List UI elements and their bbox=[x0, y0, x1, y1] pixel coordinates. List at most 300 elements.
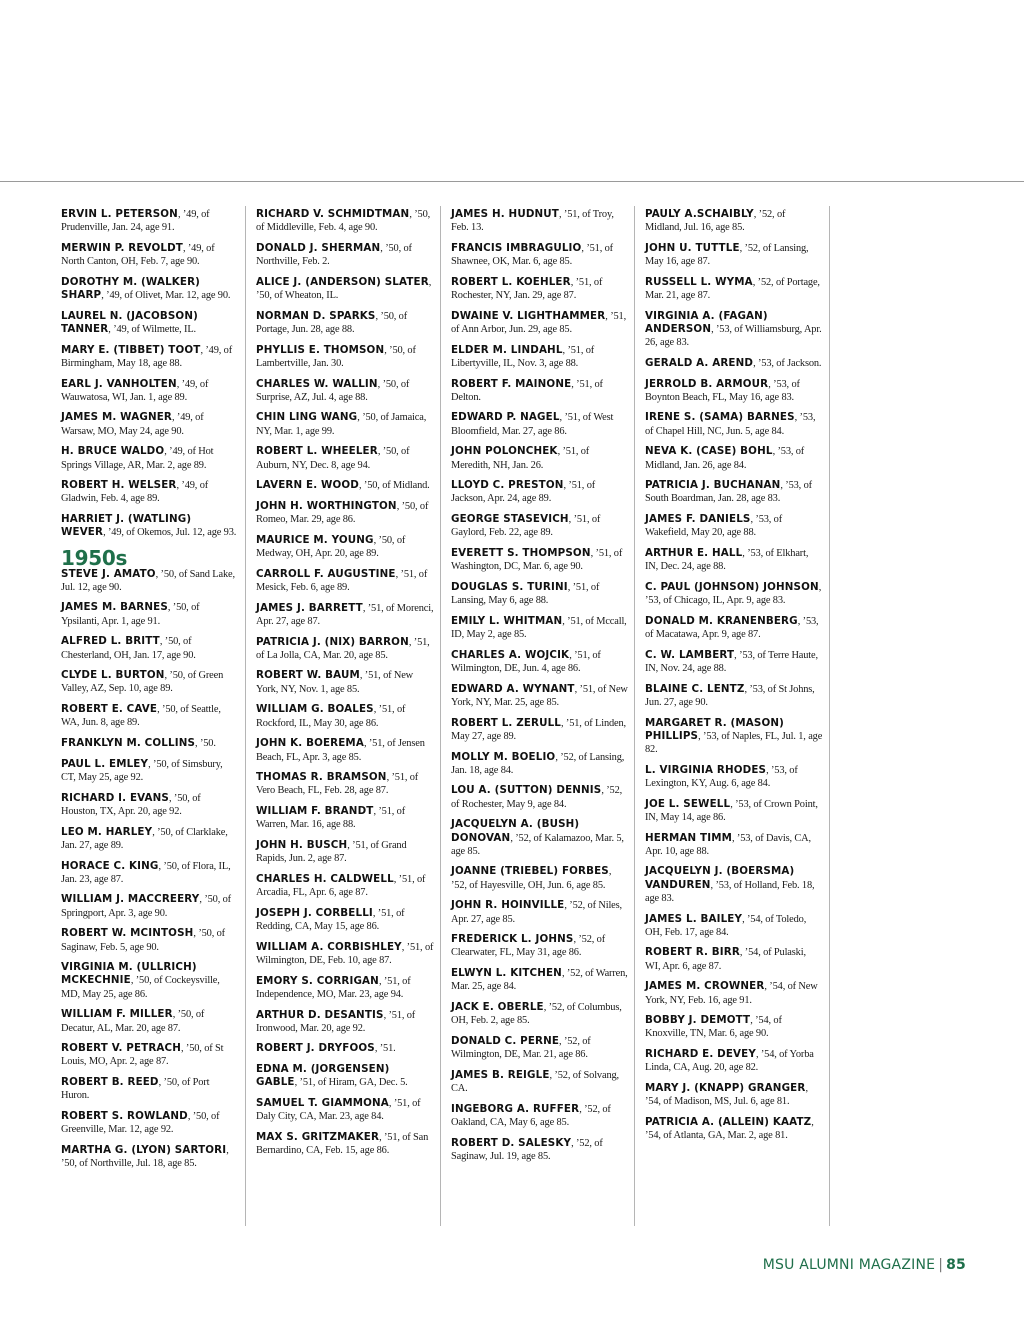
obituary-entry bbox=[256, 534, 434, 560]
obituary-details: , ’51, of New York, NY, Mar. 25, age 85. bbox=[451, 683, 628, 708]
alumnus-name: JOHN K. BOEREMA bbox=[256, 737, 364, 750]
obituary-column-4 bbox=[645, 208, 823, 1150]
alumnus-name: EDWARD A. WYNANT bbox=[451, 682, 575, 695]
alumnus-name: EMORY S. CORRIGAN bbox=[256, 974, 379, 987]
obituary-details: , ’51, of Independence, MO, Mar. 23, age 94. bbox=[256, 975, 411, 1000]
obituary-details: , ’54, of New York, NY, Feb. 16, age 91. bbox=[645, 981, 818, 1006]
obituary-entry bbox=[256, 411, 434, 437]
obituary-entry bbox=[256, 975, 434, 1001]
alumnus-name: ROBERT E. CAVE bbox=[61, 703, 158, 716]
obituary-details: , ’52, of Solvang, CA. bbox=[451, 1069, 619, 1095]
obituary-details: , ’52, of Oakland, CA, May 6, age 85. bbox=[451, 1103, 611, 1128]
obituary-column-2 bbox=[256, 208, 434, 1165]
obituary-details: , ’53, of Naples, FL, Jul. 1, age 82. bbox=[645, 730, 823, 755]
obituary-details: , ’49, of Okemos, Jul. 12, age 93. bbox=[103, 527, 237, 539]
obituary-entry bbox=[645, 717, 823, 757]
alumnus-name: JOANNE (TRIEBEL) FORBES bbox=[451, 865, 609, 878]
alumnus-name: PATRICIA J. (NIX) BARRON bbox=[256, 635, 409, 648]
obituary-details: , ’54, of Atlanta, GA, Mar. 2, age 81. bbox=[645, 1116, 814, 1142]
obituary-entry bbox=[451, 865, 629, 891]
alumnus-name: ROBERT V. PETRACH bbox=[61, 1042, 182, 1055]
alumnus-name: ARTHUR E. HALL bbox=[645, 547, 743, 560]
alumnus-name: ROBERT L. ZERULL bbox=[451, 716, 562, 729]
obituary-entry bbox=[61, 1144, 239, 1170]
alumnus-name: STEVE J. AMATO bbox=[61, 567, 156, 580]
obituary-details: , ’50, of Flora, IL, Jan. 23, age 87. bbox=[61, 860, 231, 885]
obituary-entry bbox=[256, 1042, 434, 1055]
alumnus-name: ERVIN L. PETERSON bbox=[61, 208, 178, 220]
obituary-details: , ’53, of Terre Haute, IN, Nov. 24, age 88. bbox=[645, 649, 818, 674]
obituary-details: , ’51, of Troy, Feb. 13. bbox=[451, 209, 614, 234]
obituary-details: , ’50, of Lambertville, Jan. 30. bbox=[256, 344, 416, 369]
obituary-entry bbox=[451, 683, 629, 709]
obituary-details: , ’51, of Rockford, IL, May 30, age 86. bbox=[256, 704, 406, 729]
alumnus-name: MARGARET R. (MASON) PHILLIPS bbox=[645, 716, 785, 742]
column-divider bbox=[245, 206, 246, 1226]
obituary-entry bbox=[256, 344, 434, 370]
obituary-details: , ’51, of Lansing, May 6, age 88. bbox=[451, 581, 600, 607]
alumnus-name: HORACE C. KING bbox=[61, 859, 159, 872]
obituary-entry bbox=[645, 865, 823, 905]
alumnus-name: BOBBY J. DEMOTT bbox=[645, 1014, 751, 1027]
obituary-entry bbox=[645, 310, 823, 350]
decade-heading: 1950s bbox=[61, 545, 128, 570]
obituary-entry bbox=[61, 445, 239, 471]
obituary-details: , ’49, of Hot Springs Village, AR, Mar. 2, age 89. bbox=[61, 446, 214, 471]
obituary-entry bbox=[61, 479, 239, 505]
obituary-entry bbox=[256, 445, 434, 471]
obituary-details: , ’51, of Daly City, CA, Mar. 23, age 84. bbox=[256, 1098, 421, 1123]
alumnus-name: LEO M. HARLEY bbox=[61, 825, 153, 838]
obituary-details: , ’50, of Auburn, NY, Dec. 8, age 94. bbox=[256, 446, 410, 471]
alumnus-name: ELDER M. LINDAHL bbox=[451, 343, 563, 356]
alumnus-name: GEORGE STASEVICH bbox=[451, 513, 569, 526]
obituary-entry bbox=[645, 615, 823, 641]
alumnus-name: MAURICE M. YOUNG bbox=[256, 533, 374, 546]
obituary-details: , ’51, of Jensen Beach, FL, Apr. 3, age 85. bbox=[256, 738, 425, 763]
alumnus-name: FREDERICK L. JOHNS bbox=[451, 933, 574, 946]
obituary-details: , ’51, of Gaylord, Feb. 22, age 89. bbox=[451, 514, 601, 539]
obituary-details: , ’53, of Macatawa, Apr. 9, age 87. bbox=[645, 615, 819, 641]
obituary-entry bbox=[645, 946, 823, 972]
alumnus-name: JOSEPH J. CORBELLI bbox=[256, 906, 373, 919]
obituary-details: , ’50, of Middleville, Feb. 4, age 90. bbox=[256, 209, 431, 234]
page-number: 85 bbox=[946, 1257, 966, 1273]
obituary-details: , ’53, of Midland, Jan. 26, age 84. bbox=[645, 446, 805, 471]
magazine-title: MSU ALUMNI MAGAZINE bbox=[762, 1257, 936, 1273]
obituary-entry bbox=[256, 805, 434, 831]
alumnus-name: HARRIET J. (WATLING) WEVER bbox=[61, 513, 192, 539]
alumnus-name: PATRICIA A. (ALLEIN) KAATZ bbox=[645, 1115, 812, 1128]
alumnus-name: WILLIAM G. BOALES bbox=[256, 703, 374, 716]
alumnus-name: PATRICIA J. BUCHANAN bbox=[645, 479, 781, 492]
obituary-entry bbox=[61, 669, 239, 695]
obituary-entry bbox=[451, 1069, 629, 1095]
obituary-entry bbox=[645, 1048, 823, 1074]
obituary-entry bbox=[645, 913, 823, 939]
obituary-details: , ’50, of Cockeysville, MD, May 25, age 86. bbox=[61, 975, 220, 1000]
obituary-entry bbox=[451, 242, 629, 268]
obituary-details: , ’49, of Gladwin, Feb. 4, age 89. bbox=[61, 480, 209, 505]
top-rule bbox=[0, 181, 1024, 182]
alumnus-name: MOLLY M. BOELIO bbox=[451, 750, 556, 763]
alumnus-name: JACQUELYN A. (BUSH) DONOVAN bbox=[451, 818, 580, 844]
alumnus-name: FRANCIS IMBRAGULIO bbox=[451, 241, 582, 254]
obituary-entry bbox=[451, 784, 629, 810]
obituary-details: , ’51, of Ironwood, Mar. 20, age 92. bbox=[256, 1009, 416, 1034]
obituary-details: , ’51, of Vero Beach, FL, Feb. 28, age 87. bbox=[256, 772, 419, 797]
obituary-details: , ’53, of Williamsburg, Apr. 26, age 83. bbox=[645, 323, 822, 349]
alumnus-name: EDNA M. (JORGENSEN) GABLE bbox=[256, 1063, 390, 1089]
alumnus-name: CHARLES W. WALLIN bbox=[256, 377, 378, 390]
alumnus-name: LLOYD C. PRESTON bbox=[451, 479, 564, 492]
obituary-entry bbox=[451, 208, 629, 234]
alumnus-name: FRANKLYN M. COLLINS bbox=[61, 737, 196, 750]
alumnus-name: PHYLLIS E. THOMSON bbox=[256, 343, 385, 356]
obituary-details: , ’53, of Chapel Hill, NC, Jun. 5, age 84. bbox=[645, 412, 816, 437]
alumnus-name: JACK E. OBERLE bbox=[451, 1001, 544, 1014]
obituary-entry bbox=[451, 1103, 629, 1129]
obituary-details: , ’51, of Redding, CA, May 15, age 86. bbox=[256, 907, 405, 933]
obituary-entry bbox=[256, 1131, 434, 1157]
alumnus-name: JERROLD B. ARMOUR bbox=[645, 377, 769, 390]
obituary-details: , ’50, of Saginaw, Feb. 5, age 90. bbox=[61, 928, 225, 953]
obituary-entry bbox=[451, 547, 629, 573]
obituary-entry bbox=[451, 479, 629, 505]
obituary-entry bbox=[61, 635, 239, 661]
alumnus-name: GERALD A. AREND bbox=[645, 356, 754, 369]
obituary-entry bbox=[61, 961, 239, 1001]
alumnus-name: RUSSELL L. WYMA bbox=[645, 275, 753, 288]
obituary-details: , ’52, of Niles, Apr. 27, age 85. bbox=[451, 900, 622, 925]
obituary-entry bbox=[451, 513, 629, 539]
obituary-entry bbox=[256, 839, 434, 865]
obituary-entry bbox=[256, 310, 434, 336]
alumnus-name: CHIN LING WANG bbox=[256, 411, 358, 424]
alumnus-name: DWAINE V. LIGHTHAMMER bbox=[451, 309, 606, 322]
obituary-entry bbox=[256, 907, 434, 933]
obituary-details: , ’52, of Warren, Mar. 25, age 84. bbox=[451, 968, 628, 993]
obituary-entry bbox=[451, 818, 629, 858]
obituary-entry bbox=[451, 344, 629, 370]
alumnus-name: ROBERT R. BIRR bbox=[645, 946, 740, 959]
obituary-details: , ’49, of North Canton, OH, Feb. 7, age 90. bbox=[61, 242, 215, 268]
alumnus-name: LAVERN E. WOOD bbox=[256, 479, 360, 492]
obituary-entry bbox=[256, 1063, 434, 1089]
obituary-details: , ’54, of Knoxville, TN, Mar. 6, age 90. bbox=[645, 1015, 782, 1040]
alumnus-name: JAMES M. CROWNER bbox=[645, 980, 765, 993]
obituary-details: , ’51, of Washington, DC, Mar. 6, age 90. bbox=[451, 548, 623, 573]
obituary-entry bbox=[61, 758, 239, 784]
obituary-entry bbox=[451, 967, 629, 993]
obituary-details: , ’53, of South Boardman, Jan. 28, age 83. bbox=[645, 480, 812, 505]
alumnus-name: SAMUEL T. GIAMMONA bbox=[256, 1097, 389, 1110]
obituary-entry bbox=[61, 1076, 239, 1102]
obituary-details: , ’52, of Midland, Jul. 16, age 85. bbox=[645, 209, 786, 234]
alumnus-name: CHARLES H. CALDWELL bbox=[256, 872, 394, 885]
obituary-entry bbox=[61, 208, 239, 234]
obituary-entry bbox=[61, 378, 239, 404]
alumnus-name: VIRGINIA A. (FAGAN) ANDERSON bbox=[645, 309, 768, 335]
obituary-details: , ’50, of Sand Lake, Jul. 12, age 90. bbox=[61, 568, 235, 593]
obituary-entry bbox=[645, 1082, 823, 1108]
alumnus-name: ROBERT W. MCINTOSH bbox=[61, 927, 194, 940]
obituary-details: , ’51, of Grand Rapids, Jun. 2, age 87. bbox=[256, 840, 407, 865]
obituary-details: , ’51, of West Bloomfield, Mar. 27, age 86. bbox=[451, 412, 614, 437]
alumnus-name: RICHARD I. EVANS bbox=[61, 791, 169, 804]
obituary-details: , ’53, of St Johns, Jun. 27, age 90. bbox=[645, 683, 815, 708]
obituary-column-3 bbox=[451, 208, 629, 1171]
alumnus-name: DONALD J. SHERMAN bbox=[256, 241, 381, 254]
alumnus-name: LOU A. (SUTTON) DENNIS bbox=[451, 784, 602, 797]
alumnus-name: NEVA K. (CASE) BOHL bbox=[645, 445, 773, 458]
obituary-entry bbox=[451, 649, 629, 675]
obituary-entry bbox=[61, 568, 239, 594]
obituary-entry bbox=[645, 581, 823, 607]
alumnus-name: ELWYN L. KITCHEN bbox=[451, 967, 562, 980]
obituary-details: , ’50, of Northville, Jul. 18, age 85. bbox=[61, 1144, 229, 1170]
obituary-entry bbox=[645, 445, 823, 471]
obituary-details: , ’49, of Birmingham, May 18, age 88. bbox=[61, 344, 233, 369]
alumnus-name: DONALD M. KRANENBERG bbox=[645, 614, 798, 627]
alumnus-name: MARTHA G. (LYON) SARTORI bbox=[61, 1143, 227, 1156]
obituary-details: , ’50, of Surprise, AZ, Jul. 4, age 88. bbox=[256, 378, 410, 403]
obituary-details: , ’52, of Saginaw, Jul. 19, age 85. bbox=[451, 1137, 603, 1162]
alumnus-name: ROBERT L. KOEHLER bbox=[451, 275, 571, 288]
alumnus-name: JAMES L. BAILEY bbox=[645, 912, 743, 925]
alumnus-name: ROBERT H. WELSER bbox=[61, 479, 177, 492]
obituary-details: , ’50. bbox=[195, 738, 216, 750]
obituary-entry bbox=[256, 602, 434, 628]
alumnus-name: JAMES B. REIGLE bbox=[451, 1068, 550, 1081]
obituary-details: , ’49, of Wilmette, IL. bbox=[108, 323, 196, 335]
obituary-details: , ’52, of Kalamazoo, Mar. 5, age 85. bbox=[451, 832, 624, 857]
obituary-entry bbox=[451, 1035, 629, 1061]
obituary-details: , ’53, of Wakefield, May 20, age 88. bbox=[645, 514, 783, 539]
alumnus-name: ROBERT F. MAINONE bbox=[451, 377, 572, 390]
obituary-details: , ’52, of Rochester, May 9, age 84. bbox=[451, 785, 623, 810]
column-divider bbox=[634, 206, 635, 1226]
obituary-details: , ’50, of Simsbury, CT, May 25, age 92. bbox=[61, 758, 223, 783]
alumnus-name: JAMES F. DANIELS bbox=[645, 513, 751, 526]
obituary-details: , ’51, of Mesick, Feb. 6, age 89. bbox=[256, 568, 428, 593]
obituary-entry bbox=[451, 615, 629, 641]
obituary-entry bbox=[645, 411, 823, 437]
obituary-details: , ’49, of Wauwatosa, WI, Jan. 1, age 89. bbox=[61, 378, 209, 403]
obituary-details: , ’54, of Yorba Linda, CA, Aug. 20, age 82. bbox=[645, 1049, 814, 1074]
alumnus-name: CHARLES A. WOJCIK bbox=[451, 648, 570, 661]
obituary-entry bbox=[451, 1001, 629, 1027]
alumnus-name: HERMAN TIMM bbox=[645, 831, 732, 844]
obituary-entry bbox=[645, 208, 823, 234]
alumnus-name: MAX S. GRITZMAKER bbox=[256, 1130, 380, 1143]
obituary-entry bbox=[256, 208, 434, 234]
alumnus-name: JAMES M. BARNES bbox=[61, 601, 168, 614]
obituary-details: , ’51, of Warren, Mar. 16, age 88. bbox=[256, 806, 406, 831]
alumnus-name: WILLIAM A. CORBISHLEY bbox=[256, 940, 402, 953]
obituary-details: , ’50, of Wheaton, IL. bbox=[256, 276, 432, 302]
obituary-entry bbox=[645, 1116, 823, 1142]
obituary-details: , ’51, of New York, NY, Nov. 1, age 85. bbox=[256, 670, 414, 695]
alumnus-name: JOHN H. BUSCH bbox=[256, 839, 348, 852]
obituary-entry bbox=[451, 581, 629, 607]
obituary-details: , ’50, of Port Huron. bbox=[61, 1077, 210, 1102]
obituary-details: , ’51, of Rochester, NY, Jan. 29, age 87. bbox=[451, 276, 603, 302]
obituary-details: , ’54, of Pulaski, WI, Apr. 6, age 87. bbox=[645, 947, 806, 972]
alumnus-name: ARTHUR D. DESANTIS bbox=[256, 1008, 384, 1021]
obituary-details: , ’51, of Linden, May 27, age 89. bbox=[451, 717, 626, 742]
obituary-details: , ’53, of Holland, Feb. 18, age 83. bbox=[645, 879, 815, 904]
obituary-entry bbox=[256, 242, 434, 268]
obituary-entry bbox=[451, 717, 629, 743]
alumnus-name: C. W. LAMBERT bbox=[645, 648, 735, 661]
alumnus-name: ALICE J. (ANDERSON) SLATER bbox=[256, 275, 429, 288]
alumnus-name: JOHN U. TUTTLE bbox=[645, 241, 740, 254]
obituary-details: , ’50, of Clarklake, Jan. 27, age 89. bbox=[61, 826, 228, 851]
alumnus-name: MARY E. (TIBBET) TOOT bbox=[61, 343, 201, 356]
obituary-entry bbox=[61, 344, 239, 370]
obituary-entry bbox=[256, 703, 434, 729]
obituary-details: , ’51, of Hiram, GA, Dec. 5. bbox=[294, 1077, 408, 1089]
obituary-entry bbox=[256, 1009, 434, 1035]
obituary-details: , ’51, of Delton. bbox=[451, 378, 603, 403]
obituary-details: , ’53, of Lexington, KY, Aug. 6, age 84. bbox=[645, 764, 798, 789]
obituary-entry bbox=[61, 860, 239, 886]
obituary-details: , ’50, of Medway, OH, Apr. 20, age 89. bbox=[256, 534, 406, 560]
obituary-details: , ’51, of Arcadia, FL, Apr. 6, age 87. bbox=[256, 873, 426, 899]
obituary-entry bbox=[645, 764, 823, 790]
obituary-entry bbox=[451, 411, 629, 437]
obituary-entry bbox=[645, 357, 823, 370]
obituary-details: , ’50, of Springport, Apr. 3, age 90. bbox=[61, 894, 231, 919]
obituary-details: , ’50, of St Louis, MO, Apr. 2, age 87. bbox=[61, 1043, 224, 1068]
obituary-details: , ’50, of Decatur, AL, Mar. 20, age 87. bbox=[61, 1009, 205, 1034]
obituary-details: , ’52, of Clearwater, FL, May 31, age 86. bbox=[451, 934, 606, 959]
alumnus-name: PAUL L. EMLEY bbox=[61, 757, 149, 770]
obituary-entry bbox=[61, 1042, 239, 1068]
obituary-entry bbox=[61, 703, 239, 729]
obituary-entry bbox=[61, 242, 239, 268]
alumnus-name: C. PAUL (JOHNSON) JOHNSON bbox=[645, 580, 819, 593]
obituary-entry bbox=[645, 513, 823, 539]
obituary-entry bbox=[645, 1014, 823, 1040]
obituary-entry bbox=[61, 276, 239, 302]
obituary-details: , ’51, of Meredith, NH, Jan. 26. bbox=[451, 446, 590, 471]
obituary-entry bbox=[451, 899, 629, 925]
obituary-details: , ’51, of San Bernardino, CA, Feb. 15, age 86. bbox=[256, 1131, 429, 1157]
obituary-details: , ’50, of Jamaica, NY, Mar. 1, age 99. bbox=[256, 412, 427, 437]
obituary-entry bbox=[451, 276, 629, 302]
obituary-entry bbox=[451, 933, 629, 959]
obituary-entry bbox=[256, 771, 434, 797]
obituary-details: , ’53, of Crown Point, IN, May 14, age 86. bbox=[645, 798, 818, 823]
obituary-entry bbox=[61, 411, 239, 437]
obituary-entry bbox=[645, 479, 823, 505]
obituary-entry bbox=[451, 445, 629, 471]
column-divider bbox=[829, 206, 830, 1226]
alumnus-name: JACQUELYN J. (BOERSMA) VANDUREN bbox=[645, 865, 795, 891]
alumnus-name: JOHN R. HOINVILLE bbox=[451, 899, 565, 912]
obituary-entry bbox=[256, 479, 434, 492]
obituary-details: , ’51, of Wilmington, DE, Feb. 10, age 87. bbox=[256, 941, 434, 966]
alumnus-name: IRENE S. (SAMA) BARNES bbox=[645, 411, 795, 424]
alumnus-name: INGEBORG A. RUFFER bbox=[451, 1102, 580, 1115]
alumnus-name: ALFRED L. BRITT bbox=[61, 635, 160, 648]
obituary-entry bbox=[256, 873, 434, 899]
obituary-details: , ’51, of Ann Arbor, Jun. 29, age 85. bbox=[451, 310, 627, 335]
obituary-entry bbox=[61, 310, 239, 336]
alumnus-name: EMILY L. WHITMAN bbox=[451, 614, 563, 627]
alumnus-name: DONALD C. PERNE bbox=[451, 1034, 560, 1047]
alumnus-name: ROBERT S. ROWLAND bbox=[61, 1110, 188, 1123]
obituary-details: , ’50, of Greenville, Mar. 12, age 92. bbox=[61, 1111, 220, 1136]
obituary-details: , ’50, of Portage, Jun. 28, age 88. bbox=[256, 310, 408, 335]
alumnus-name: CLYDE L. BURTON bbox=[61, 669, 165, 682]
obituary-details: , ’50, of Ypsilanti, Apr. 1, age 91. bbox=[61, 602, 200, 627]
alumnus-name: DOUGLAS S. TURINI bbox=[451, 580, 568, 593]
obituary-entry bbox=[61, 1008, 239, 1034]
alumnus-name: BLAINE C. LENTZ bbox=[645, 682, 745, 695]
obituary-entry bbox=[61, 1110, 239, 1136]
alumnus-name: WILLIAM J. MACCREERY bbox=[61, 893, 200, 906]
obituary-details: , ’52, of Lansing, May 16, age 87. bbox=[645, 242, 809, 268]
obituary-details: , ’51, of Jackson, Apr. 24, age 89. bbox=[451, 480, 596, 505]
alumnus-name: L. VIRGINIA RHODES bbox=[645, 763, 767, 776]
obituary-details: , ’50, of Midland. bbox=[359, 480, 430, 492]
obituary-details: , ’51. bbox=[374, 1043, 396, 1055]
obituary-entry bbox=[61, 893, 239, 919]
obituary-entry bbox=[645, 832, 823, 858]
obituary-entry bbox=[61, 927, 239, 953]
obituary-entry bbox=[451, 751, 629, 777]
obituary-entry bbox=[645, 798, 823, 824]
alumnus-name: ROBERT D. SALESKY bbox=[451, 1136, 572, 1149]
obituary-entry bbox=[645, 547, 823, 573]
alumnus-name: CARROLL F. AUGUSTINE bbox=[256, 567, 396, 580]
obituary-entry bbox=[451, 310, 629, 336]
alumnus-name: EDWARD P. NAGEL bbox=[451, 411, 560, 424]
obituary-details: , ’50, of Northville, Feb. 2. bbox=[256, 242, 412, 268]
obituary-details: , ’53, of Chicago, IL, Apr. 9, age 83. bbox=[645, 581, 822, 607]
alumnus-name: MERWIN P. REVOLDT bbox=[61, 241, 183, 254]
alumnus-name: PAULY A.SCHAIBLY bbox=[645, 208, 754, 220]
alumnus-name: JOHN POLONCHEK bbox=[451, 445, 558, 458]
obituary-entry bbox=[256, 669, 434, 695]
obituary-entry bbox=[61, 737, 239, 750]
obituary-details: , ’51, of Wilmington, DE, Jun. 4, age 86. bbox=[451, 649, 601, 674]
obituary-entry bbox=[256, 636, 434, 662]
alumnus-name: H. BRUCE WALDO bbox=[61, 445, 165, 458]
obituary-details: , ’50, of Romeo, Mar. 29, age 86. bbox=[256, 500, 429, 526]
alumnus-name: NORMAN D. SPARKS bbox=[256, 309, 376, 322]
obituary-entry bbox=[645, 649, 823, 675]
alumnus-name: DOROTHY M. (WALKER) SHARP bbox=[61, 275, 201, 302]
obituary-details: , ’49, of Olivet, Mar. 12, age 90. bbox=[101, 290, 231, 302]
obituary-details: , ’51, of Morenci, Apr. 27, age 87. bbox=[256, 602, 434, 627]
alumnus-name: WILLIAM F. MILLER bbox=[61, 1008, 173, 1021]
obituary-details: , ’51, of La Jolla, CA, Mar. 20, age 85. bbox=[256, 636, 430, 661]
alumnus-name: THOMAS R. BRAMSON bbox=[256, 771, 387, 784]
obituary-entry bbox=[645, 683, 823, 709]
obituary-column-1 bbox=[61, 208, 239, 1178]
obituary-entry bbox=[61, 792, 239, 818]
obituary-details: , ’53, of Boynton Beach, FL, May 16, age 83. bbox=[645, 378, 800, 403]
alumnus-name: JAMES H. HUDNUT bbox=[451, 208, 559, 220]
alumnus-name: RICHARD E. DEVEY bbox=[645, 1048, 756, 1061]
alumnus-name: JOHN H. WORTHINGTON bbox=[256, 499, 397, 512]
obituary-details: , ’50, of Houston, TX, Apr. 20, age 92. bbox=[61, 792, 201, 817]
alumnus-name: RICHARD V. SCHMIDTMAN bbox=[256, 208, 410, 220]
